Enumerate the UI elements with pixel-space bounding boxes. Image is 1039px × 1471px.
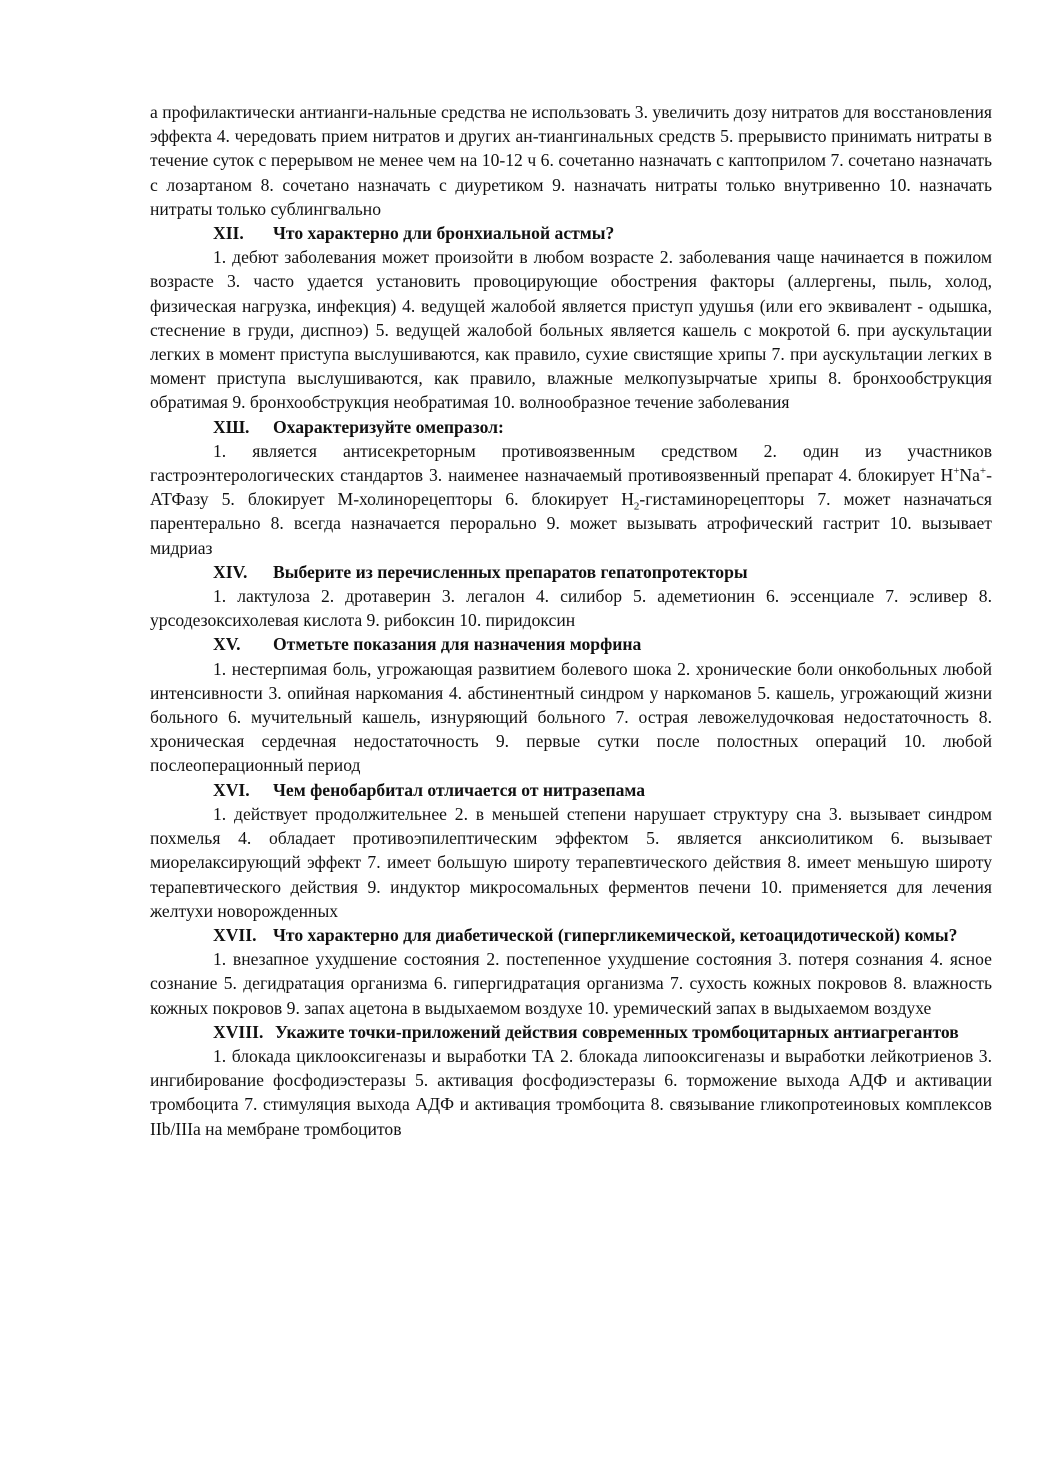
body-text: -гистаминорецепторы 7. может назначаться парентерально 8. всегда назначается перорально 9. может вызывать атрофический гастрит 10. вызывает мидриаз	[150, 489, 992, 558]
body-text: -АТФазу 5. блокирует М-холинорецепторы 6. блокирует H	[150, 465, 992, 510]
section-body-12: 1. дебют заболевания может произойти в любом возрасте 2. заболевания чаще начинается в пожилом возрасте 3. часто удается установить провоцирующие обострения факторы (аллергены, пыль, холод, физическая нагрузка, инфекция) 4. ведущей жалобой является приступ удушья (или его эквивалент - одышка, стеснение в груди, диспноэ) 5. ведущей жалобой больных является кашель с мокротой 6. при аускультации легких в момент приступа выслушиваются, как правило, сухие свистящие хрипы 7. при аускультации легких в момент приступа выслушиваются, как правило, влажные мелкопузырчатые хрипы 8. бронхообструкция обратимая 9. бронхообструкция необратимая 10. волнообразное течение заболевания	[150, 247, 992, 413]
section-title: Что характерно для диабетической (гипергликемической, кетоацидотической) комы?	[273, 924, 958, 945]
section-title: Что характерно дли бронхиальной астмы?	[273, 223, 615, 244]
section-number: XII.	[213, 223, 244, 244]
superscript: +	[979, 465, 987, 478]
section-number: ХШ.	[213, 416, 250, 437]
section-title: Укажите точки-приложений действия современных тромбоцитарных антиагрегантов	[275, 1021, 959, 1042]
body-text: Na	[959, 465, 980, 486]
section-heading-18	[150, 1020, 992, 1044]
section-number: XVII.	[213, 924, 257, 945]
body-text: 1. является антисекреторным противоязвенным средством 2. один из участников гастроэнтерологических стандартов 3. наименее назначаемый противоязвенный препарат 4. блокирует H	[150, 440, 992, 486]
section-body-15: 1. нестерпимая боль, угрожающая развитием болевого шока 2. хронические боли онкобольных любой интенсивности 3. опийная наркомания 4. абстинентный синдром у наркоманов 5. кашель, угрожающий жизни больного 6. мучительный кашель, изнуряющий больного 7. острая левожелудочковая недостаточность 8. хроническая сердечная недостаточность 9. первые сутки после полостных операций 10. любой послеоперационный период	[150, 658, 992, 776]
section-body-13	[150, 439, 992, 560]
section-body-18: 1. блокада циклооксигеназы и выработки ТА 2. блокада липооксигеназы и выработки лейкотриенов 3. ингибирование фосфодиэстеразы 5. активация фосфодиэстеразы 6. торможение выхода АДФ и активации тромбоцита 7. стимуляция выхода АДФ и активация тромбоцита 8. связывание гликопротеиновых комплексов IIb/IIIa на мембране тромбоцитов	[150, 1045, 992, 1139]
superscript: +	[953, 465, 960, 478]
section-number: XIV.	[213, 561, 248, 582]
section-heading-12	[150, 221, 992, 245]
section-number: XVI.	[213, 779, 250, 800]
section-heading-15	[150, 632, 992, 656]
section-heading-14	[150, 560, 992, 584]
section-number: XVIII.	[213, 1021, 264, 1042]
section-title: Выберите из перечисленных препаратов гепатопротекторы	[273, 561, 748, 582]
subscript: 2	[633, 500, 640, 513]
section-heading-16	[150, 778, 992, 802]
section-heading-13	[150, 415, 992, 439]
section-heading-17	[150, 923, 992, 947]
section-body-17: 1. внезапное ухудшение состояния 2. постепенное ухудшение состояния 3. потеря сознания 4. ясное сознание 5. дегидратация организма 6. гипергидратация организма 7. сухость кожных покровов 8. влажность кожных покровов 9. запах ацетона в выдыхаемом воздухе 10. уремический запах в выдыхаемом воздухе	[150, 949, 992, 1018]
section-body-14: 1. лактулоза 2. дротаверин 3. легалон 4. силибор 5. адеметионин 6. эссенциале 7. эсливер 8. урсодезоксихолевая кислота 9. рибоксин 10. пиридоксин	[150, 586, 992, 631]
document-page	[150, 100, 992, 1141]
continuation-paragraph: а профилактически антианги-нальные средства не использовать 3. увеличить дозу нитратов для восстановления эффекта 4. чередовать прием нитратов и других ан-тиангинальных средств 5. прерывисто принимать нитраты в течение суток с перерывом не менее чем на 10-12 ч 6. сочетанно назначать с каптоприлом 7. сочетано назначать с лозартаном 8. сочетано назначать с диуретиком 9. назначать нитраты только внутривенно 10. назначать нитраты только сублингвально	[150, 102, 992, 219]
section-title: Отметьте показания для назначения морфина	[273, 634, 642, 655]
section-body-16: 1. действует продолжительнее 2. в меньшей степени нарушает структуру сна 3. вызывает синдром похмелья 4. обладает противоэпилептическим эффектом 5. является анксиолитиком 6. вызывает миорелаксирующий эффект 7. имеет большую широту терапевтического действия 8. имеет меньшую широту терапевтического действия 9. индуктор микросомальных ферментов печени 10. применяется для лечения желтухи новорожденных	[150, 803, 992, 921]
section-title: Охарактеризуйте омепразол:	[273, 416, 504, 437]
section-number: XV.	[213, 634, 241, 655]
section-title: Чем фенобарбитал отличается от нитразепама	[273, 779, 646, 800]
